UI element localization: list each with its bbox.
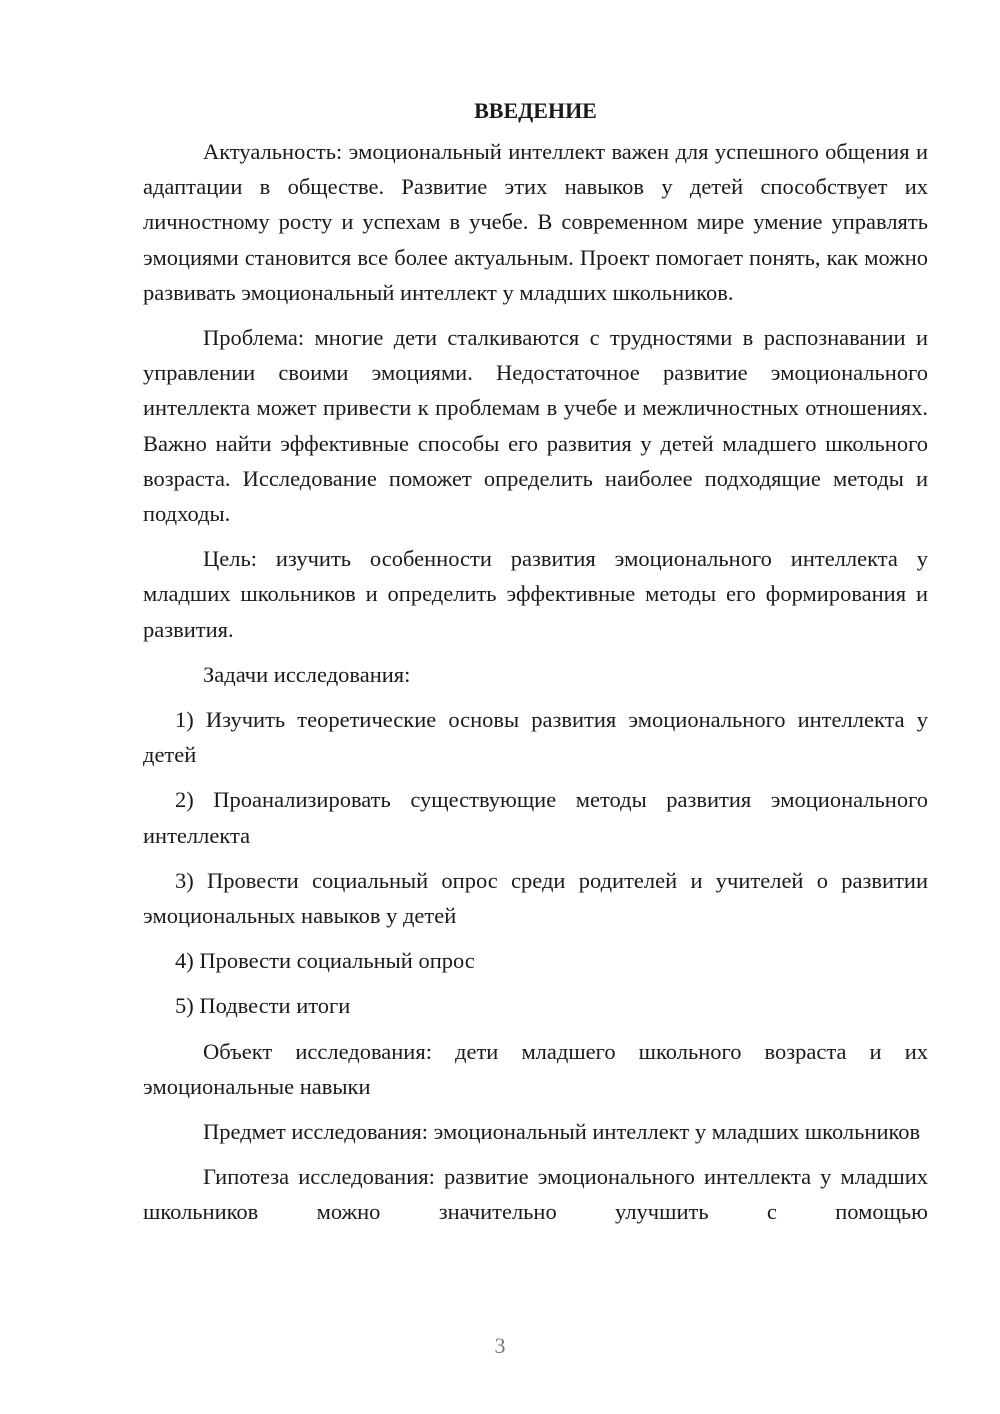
paragraph-hypothesis: Гипотеза исследования: развитие эмоционального интеллекта у младших школьников можно значительно улучшить с помощью (143, 1164, 928, 1225)
page-number: 3 (494, 1333, 506, 1358)
task-item-2: 2) Проанализировать существующие методы развития эмоционального интеллекта (143, 787, 928, 848)
section-title: ВВЕДЕНИЕ (474, 98, 597, 123)
page-content (143, 92, 928, 1240)
paragraph-problem: Проблема: многие дети сталкиваются с трудностями в распознавании и управлении своими эмоциями. Недостаточное развитие эмоционального интеллекта может привести к проблемам в учебе и межличностных отношениях. Важно найти эффективные способы его развития у детей младшего школьного возраста. Исследование поможет определить наиболее подходящие методы и подходы. (143, 325, 928, 527)
task-item-4: 4) Провести социальный опрос (175, 948, 475, 974)
paragraph-goal: Цель: изучить особенности развития эмоционального интеллекта у младших школьников и определить эффективные методы его формирования и развития. (143, 546, 928, 642)
paragraph-subject: Предмет исследования: эмоциональный интеллект у младших школьников (203, 1119, 921, 1145)
task-item-3: 3) Провести социальный опрос среди родителей и учителей о развитии эмоциональных навыков у детей (143, 867, 928, 929)
paragraph-object: Объект исследования: дети младшего школьного возраста и их эмоциональные навыки (143, 1038, 928, 1099)
paragraph-relevance: Актуальность: эмоциональный интеллект важен для успешного общения и адаптации в обществе. Развитие этих навыков у детей способствует их личностному росту и успехам в учебе. В современном мире умение управлять эмоциями становится все более актуальным. Проект помогает понять, как можно развивать эмоциональный интеллект у младших школьников. (143, 139, 928, 305)
task-item-5: 5) Подвести итоги (175, 993, 351, 1019)
paragraph-tasks-heading: Задачи исследования: (203, 661, 411, 687)
task-item-1: 1) Изучить теоретические основы развития эмоционального интеллекта у детей (143, 707, 928, 768)
